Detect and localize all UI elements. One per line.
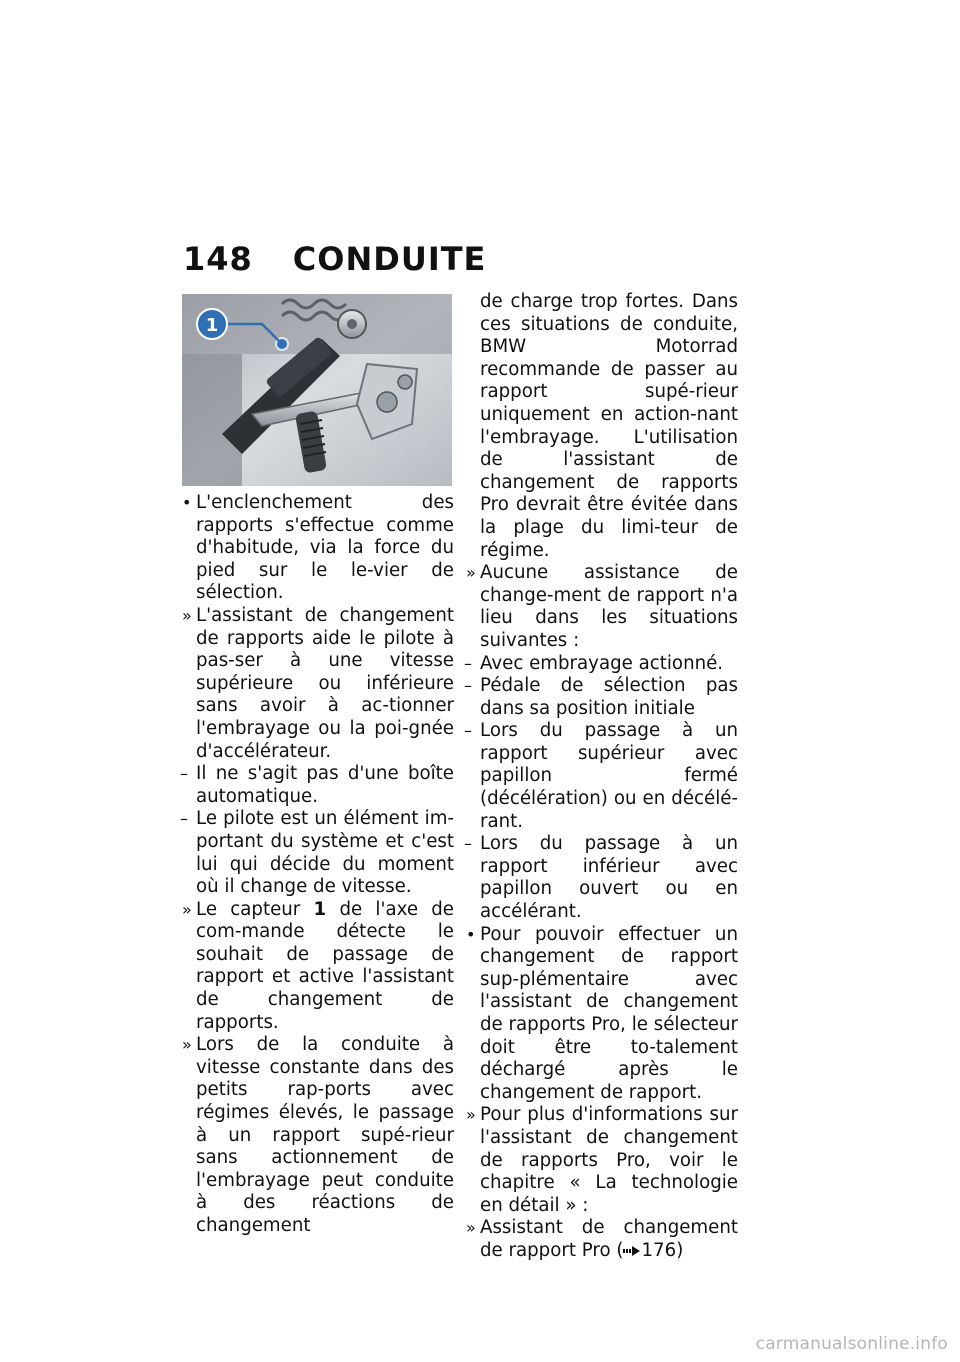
list-item bbox=[466, 675, 738, 720]
bullet-marker: • bbox=[182, 493, 192, 512]
dash-marker: – bbox=[464, 653, 472, 673]
dash-marker: – bbox=[180, 764, 188, 784]
page-header bbox=[183, 240, 486, 278]
section-title: CONDUITE bbox=[292, 240, 487, 278]
paragraph-text: Lors de la conduite à vitesse constante dans des petits rap-ports avec régimes élevés, le passage à un rapport supé-rieur sans actionnement de l'embrayage peut conduite à des réactions de changement bbox=[196, 1034, 454, 1236]
list-item bbox=[182, 605, 454, 763]
arrow-marker: » bbox=[182, 899, 192, 919]
paragraph-text: Le capteur bbox=[196, 898, 314, 920]
page-reference-link[interactable]: 176 bbox=[641, 1239, 677, 1261]
paragraph-text: Le pilote est un élément im-portant du système et c'est lui qui décide du moment où il change de vitesse. bbox=[196, 808, 454, 898]
motorcycle-shift-mechanism-illustration bbox=[182, 294, 452, 486]
arrow-marker: » bbox=[466, 1105, 476, 1125]
list-item bbox=[182, 763, 454, 808]
arrow-marker: » bbox=[182, 1035, 192, 1055]
dash-marker: – bbox=[464, 834, 472, 854]
dash-marker: – bbox=[464, 676, 472, 696]
page-number: 148 bbox=[183, 240, 253, 278]
paragraph-text: Aucune assistance de change-ment de rapport n'a lieu dans les situations suivantes : bbox=[480, 562, 738, 651]
paragraph-text: Lors du passage à un rapport supérieur avec papillon fermé (décélération) ou en décélé-rant. bbox=[480, 720, 738, 832]
list-item bbox=[466, 562, 738, 652]
list-item bbox=[466, 720, 738, 833]
list-item bbox=[182, 899, 454, 1035]
paragraph-text: Pédale de sélection pas dans sa position initiale bbox=[480, 675, 738, 719]
list-item bbox=[182, 808, 454, 898]
arrow-marker: » bbox=[182, 605, 192, 625]
list-item bbox=[182, 1034, 454, 1237]
continued-paragraph bbox=[466, 291, 738, 562]
list-item bbox=[466, 924, 738, 1105]
paragraph-text: Pour plus d'informations sur l'assistant de changement de rapports Pro, voir le chapitre « La technologie en détail » : bbox=[480, 1104, 738, 1216]
dash-marker: – bbox=[464, 721, 472, 741]
list-item bbox=[466, 1104, 738, 1217]
paragraph-text: L'assistant de changement de rapports aide le pilote à pas-ser à une vitesse supérieure ou inférieure sans avoir à ac-tionner l'embrayage ou la poi-gnée d'accélérateur. bbox=[196, 604, 454, 762]
sensor-reference: 1 bbox=[313, 898, 327, 920]
list-item bbox=[182, 492, 454, 605]
paragraph-text: Pour pouvoir effectuer un changement de rapport sup-plémentaire avec l'assistant de changement de rapports Pro, le sélecteur doit être to-talement déchargé après le changement de rapport. bbox=[480, 923, 738, 1103]
list-item bbox=[466, 833, 738, 923]
gear-shift-sensor-photo bbox=[182, 294, 452, 486]
paragraph-text: de l'axe de com-mande détecte le souhait de passage de rapport et active l'assistant de changement de rapports. bbox=[196, 898, 454, 1033]
paragraph-text: Il ne s'agit pas d'une boîte automatique. bbox=[196, 763, 454, 807]
page-reference-arrow-icon bbox=[623, 1241, 641, 1253]
bullet-marker: • bbox=[466, 924, 476, 944]
paragraph-text: de charge trop fortes. Dans ces situations de conduite, BMW Motorrad recommande de passer au rapport supé-rieur uniquement en action-nant l'embrayage. L'utilisation de l'assistant de changement de rapports Pro devrait être évitée dans la plage du limi-teur de régime. bbox=[480, 291, 738, 561]
right-column bbox=[466, 291, 738, 1263]
arrow-marker: » bbox=[466, 1218, 476, 1238]
figure-callout-1: 1 bbox=[205, 315, 219, 336]
left-column bbox=[182, 492, 454, 1238]
list-item bbox=[466, 653, 738, 676]
dash-marker: – bbox=[180, 809, 188, 829]
paragraph-text: Lors du passage à un rapport inférieur avec papillon ouvert ou en accélérant. bbox=[480, 833, 738, 923]
paragraph-text: Assistant de changement de rapport Pro ( bbox=[480, 1217, 738, 1261]
list-item bbox=[466, 1217, 738, 1262]
arrow-marker: » bbox=[466, 563, 476, 583]
paragraph-text: Avec embrayage actionné. bbox=[480, 652, 724, 674]
paragraph-text: ) bbox=[676, 1239, 684, 1261]
watermark: carmanualsonline.info bbox=[755, 1334, 948, 1354]
paragraph-text: L'enclenchement des rapports s'effectue comme d'habitude, via la force du pied sur le le-vier de sélection. bbox=[196, 492, 454, 604]
